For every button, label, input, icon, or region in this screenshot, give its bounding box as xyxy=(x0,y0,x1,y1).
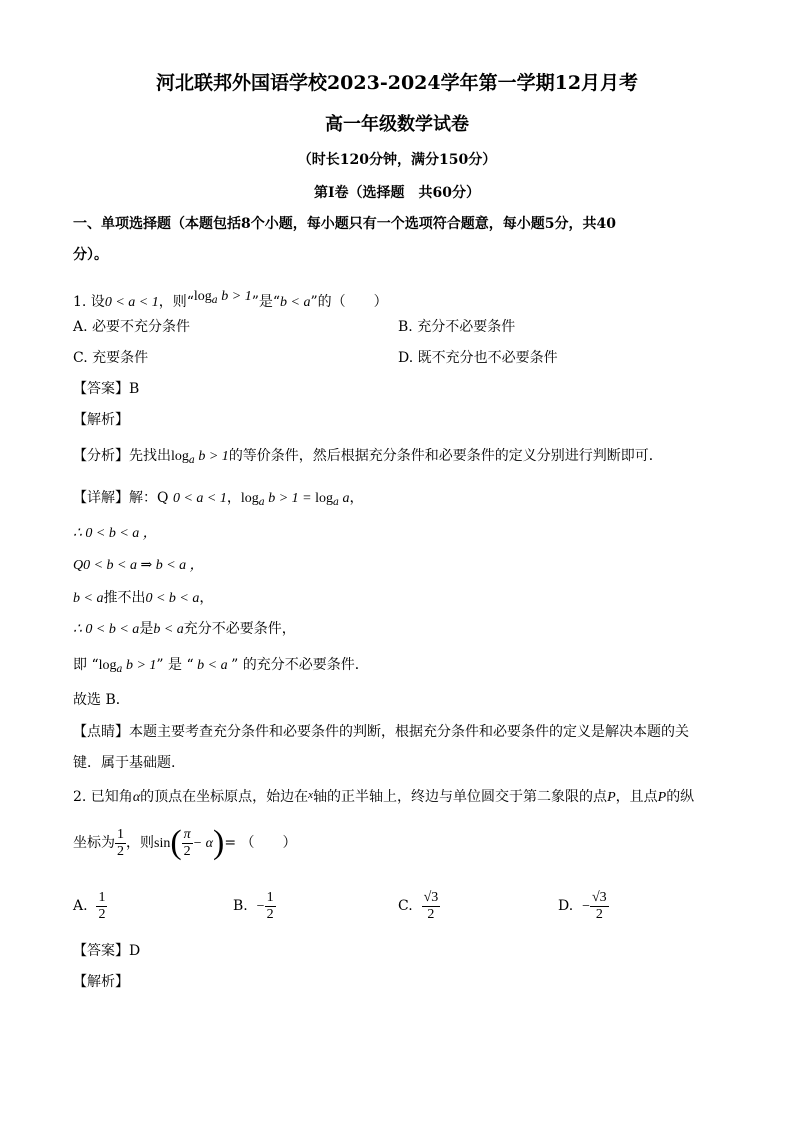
q1-end: ”的（ ） xyxy=(310,294,388,310)
q2-stem-line1 xyxy=(73,785,694,808)
q2-option-c-fraction xyxy=(422,890,441,923)
exam-subtitle: 高一年级数学试卷 xyxy=(325,114,469,135)
q1-cond: 0 < a < 1 xyxy=(104,295,159,310)
q2-sin: sin xyxy=(154,836,171,851)
q2-option-b-n: 1 xyxy=(266,889,274,905)
q2-point-p1: P xyxy=(607,790,616,805)
q2-text-e: 的纵 xyxy=(666,789,695,805)
q1-stem xyxy=(73,286,388,313)
q2-alpha: α xyxy=(132,790,141,805)
q1-step2: Q0 < b < a ⇒ b < a ， xyxy=(73,558,204,573)
q2-option-a-d: 2 xyxy=(98,906,106,922)
q1-xiangjie-c: ， xyxy=(226,490,241,506)
q1-step5-b: b > 1 xyxy=(122,658,157,673)
q1-fenxi-log: log xyxy=(171,449,189,464)
q2-half-n: 1 xyxy=(117,826,124,842)
q1-log: log xyxy=(193,289,212,304)
q2-pi-fraction xyxy=(182,827,193,860)
q1-prefix: 1. 设 xyxy=(73,294,105,310)
volume-heading: 第I卷（选择题 共60分） xyxy=(313,185,481,201)
q2-option-b-fraction xyxy=(265,890,276,923)
q2-two: 2 xyxy=(183,843,191,859)
q1-step4-a: ∴ 0 < b < a xyxy=(73,622,140,637)
q1-step5-base: a xyxy=(116,664,123,675)
q1-xiangjie-f: ， xyxy=(349,490,364,506)
q1-step3 xyxy=(73,588,213,609)
q1-xiangjie-a: 解：Q xyxy=(129,490,173,506)
q1-xiangjie-e: a xyxy=(338,491,350,506)
q1-step4 xyxy=(73,619,296,640)
q2-option-d-fraction xyxy=(590,890,609,923)
q1-is: ”是“ xyxy=(251,294,281,310)
q1-xiangjie-tag: 【详解】 xyxy=(73,490,129,506)
q1-fenxi-tag: 【分析】 xyxy=(73,448,129,464)
q2-text-b: 的顶点在坐标原点，始边在 xyxy=(140,789,309,805)
q2-text-a: 2. 已知角 xyxy=(73,789,133,805)
q1-analysis-label: 【解析】 xyxy=(73,412,129,428)
q1-answer: 【答案】B xyxy=(73,381,140,397)
q2-line2-b: ，则 xyxy=(126,835,154,851)
q2-text-c: 轴的正半轴上，终边与单位圆交于第二象限的点 xyxy=(313,789,608,805)
q2-minus-alpha: − α xyxy=(192,836,213,851)
q1-rel: b < a xyxy=(280,295,311,310)
q2-option-a-n: 1 xyxy=(98,889,106,905)
q1-step4-c: b < a xyxy=(153,622,184,637)
q1-fenxi-text-b: 的等价条件，然后根据充分条件和必要条件的定义分别进行判断即可． xyxy=(228,448,663,464)
q2-option-b xyxy=(233,888,276,925)
q1-step5-a: 即 “ xyxy=(73,657,99,673)
q2-option-b-sign: − xyxy=(256,899,265,914)
q1-xiangjie-b: 0 < a < 1 xyxy=(172,491,227,506)
q2-option-a-label: A. xyxy=(73,898,88,914)
q2-option-c xyxy=(398,888,440,924)
q2-option-b-label: B. xyxy=(233,898,248,914)
q1-log-rest: b > 1 xyxy=(217,289,252,304)
q2-stem-line2 xyxy=(73,823,297,864)
q1-fenxi-log-base: a xyxy=(188,455,195,466)
q1-step3-b: 推不出 xyxy=(103,590,146,606)
q1-step3-c: 0 < b < a xyxy=(145,591,200,606)
q2-option-c-label: C. xyxy=(398,898,413,914)
q2-point-p2: P xyxy=(657,790,667,805)
time-note: （时长120分钟，满分150分） xyxy=(297,152,497,168)
q1-dianjing xyxy=(73,722,689,742)
q2-line2-c: = （ ） xyxy=(224,835,297,851)
q1-xiangjie-d: b > 1 = xyxy=(264,491,316,506)
q1-log-base: a xyxy=(211,295,218,306)
q1-step5-log: log xyxy=(98,658,117,673)
q2-half-fraction xyxy=(115,827,126,860)
q1-dianjing-line2: 键．属于基础题. xyxy=(73,755,176,771)
q2-answer: 【答案】D xyxy=(73,943,141,959)
q1-fenxi-log-rest: b > 1 xyxy=(194,449,229,464)
q1-step4-d: 充分不必要条件， xyxy=(183,621,296,637)
q1-option-c: C. 充要条件 xyxy=(73,350,149,366)
q2-line2-a: 坐标为 xyxy=(73,835,115,851)
q2-text-d: ，且点 xyxy=(615,789,658,805)
q1-dianjing-line1: 本题主要考查充分条件和必要条件的判断，根据充分条件和必要条件的定义是解决本题的关 xyxy=(129,724,689,740)
q1-option-a: A. 必要不充分条件 xyxy=(73,319,191,335)
q1-step4-b: 是 xyxy=(139,621,154,637)
q1-step3-a: b < a xyxy=(73,591,104,606)
q2-option-a-fraction xyxy=(96,890,107,923)
q1-xiangjie-base2: a xyxy=(333,497,339,508)
q1-then: ，则“ xyxy=(158,294,194,310)
section-heading-line1: 一、单项选择题（本题包括8个小题，每小题只有一个选项符合题意，每小题5分，共40 xyxy=(73,216,616,232)
q2-paren-close: ) xyxy=(212,824,225,861)
q1-fenxi xyxy=(73,446,663,471)
q1-xiangjie xyxy=(73,488,363,513)
q2-option-d-n: √3 xyxy=(592,889,607,905)
q1-step6: 故选 B． xyxy=(73,692,130,708)
q1-option-d: D. 既不充分也不必要条件 xyxy=(398,350,558,366)
q2-option-d-d: 2 xyxy=(595,906,603,922)
q1-option-b: B. 充分不必要条件 xyxy=(398,319,516,335)
section-heading-line2: 分）。 xyxy=(73,247,108,263)
q2-option-d xyxy=(558,888,609,925)
q1-step1: ∴ 0 < b < a ， xyxy=(73,526,157,541)
q1-xiangjie-base1: a xyxy=(258,497,265,508)
q1-dianjing-tag: 【点睛】 xyxy=(73,724,129,740)
q1-step3-d: ， xyxy=(199,590,214,606)
q2-option-c-n: √3 xyxy=(423,889,439,905)
q2-option-d-label: D. xyxy=(558,898,574,914)
q1-fenxi-text-a: 先找出 xyxy=(129,448,171,464)
q1-step5-c: ” 是 “ xyxy=(156,657,194,673)
q1-step5-e: ” 的充分不必要条件． xyxy=(231,657,369,673)
q2-pi: π xyxy=(183,826,191,842)
q2-option-b-d: 2 xyxy=(266,906,274,922)
q2-x: x xyxy=(308,789,314,801)
q2-option-d-sign: − xyxy=(582,899,590,914)
q2-half-d: 2 xyxy=(117,843,124,859)
q2-analysis-label: 【解析】 xyxy=(73,974,129,990)
q1-xiangjie-log1: log xyxy=(240,491,259,506)
exam-title: 河北联邦外国语学校2023-2024学年第一学期12月月考 xyxy=(155,72,639,94)
q2-paren-open: ( xyxy=(170,824,182,861)
q1-step5 xyxy=(73,655,369,680)
q1-xiangjie-log2: log xyxy=(315,491,333,506)
q2-option-a xyxy=(73,888,107,924)
q2-option-c-d: 2 xyxy=(427,906,435,922)
q1-step5-d: b < a xyxy=(193,658,232,673)
